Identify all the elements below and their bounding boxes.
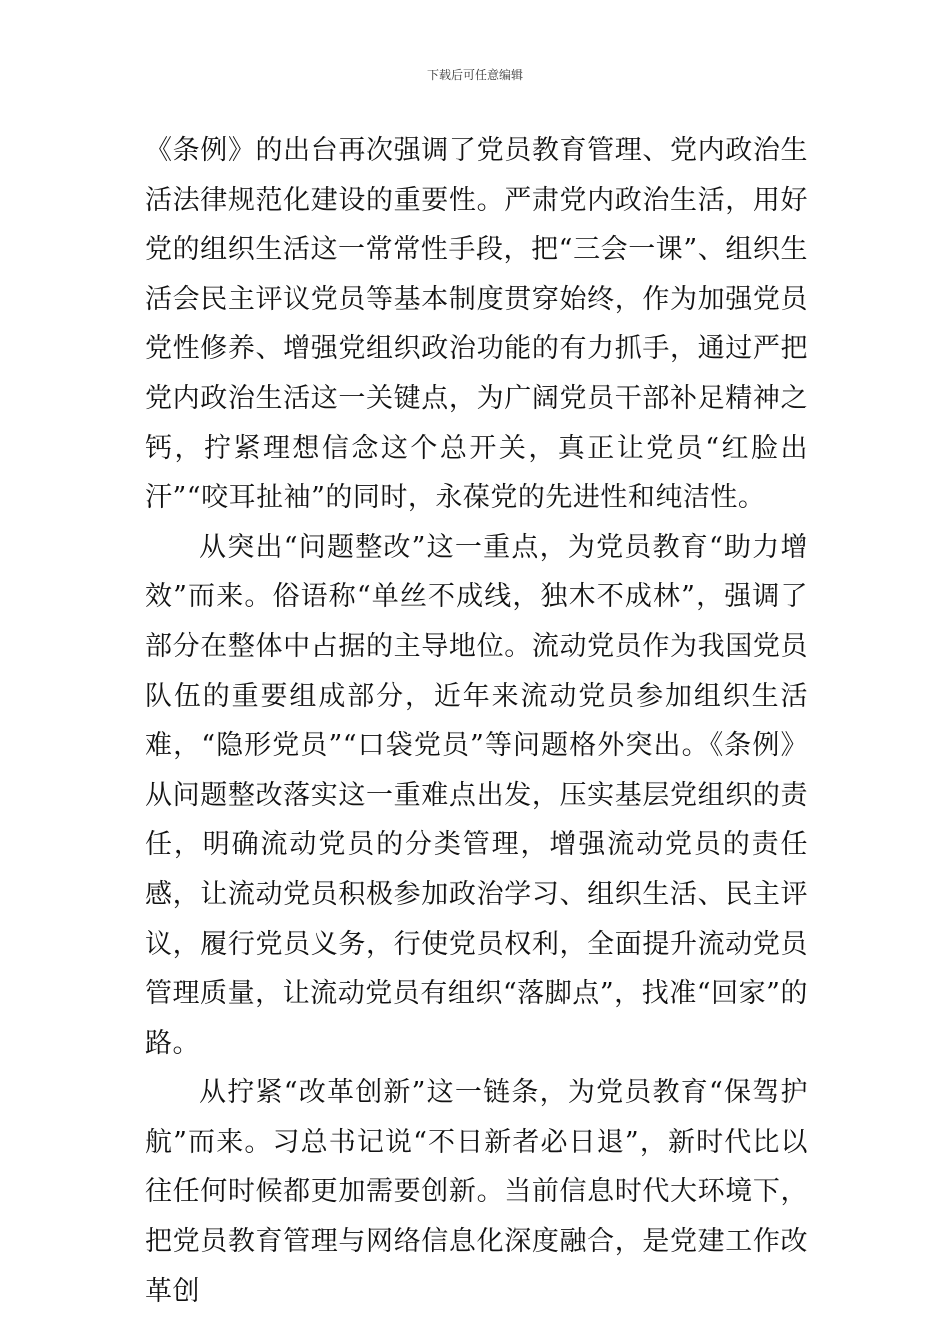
paragraph-2: 从突出“问题整改”这一重点，为党员教育“助力增效”而来。俗语称“单丝不成线，独木不成林”，强调了部分在整体中占据的主导地位。流动党员作为我国党员队伍的重要组成部分，近年来流动党员参加组织生活难，“隐形党员”“口袋党员”等问题格外突出。《条例》从问题整改落实这一重难点出发，压实基层党组织的责任，明确流动党员的分类管理，增强流动党员的责任感，让流动党员积极参加政治学习、组织生活、民主评议，履行党员义务，行使党员权利，全面提升流动党员管理质量，让流动党员有组织“落脚点”，找准“回家”的路。 bbox=[145, 531, 808, 1059]
document-body bbox=[145, 126, 808, 1316]
paragraph-1: 《条例》的出台再次强调了党员教育管理、党内政治生活法律规范化建设的重要性。严肃党内政治生活，用好党的组织生活这一常常性手段，把“三会一课”、组织生活会民主评议党员等基本制度贯穿始终，作为加强党员党性修养、增强党组织政治功能的有力抓手，通过严把党内政治生活这一关键点，为广阔党员干部补足精神之钙，拧紧理想信念这个总开关，真正让党员“红脸出汗”“咬耳扯袖”的同时，永葆党的先进性和纯洁性。 bbox=[145, 135, 808, 514]
page-header: 下载后可任意编辑 bbox=[426, 68, 523, 82]
paragraph-3: 从拧紧“改革创新”这一链条，为党员教育“保驾护航”而来。习总书记说“不日新者必日退”，新时代比以往任何时候都更加需要创新。当前信息时代大环境下，把党员教育管理与网络信息化深度融合，是党建工作改革创 bbox=[145, 1077, 808, 1307]
